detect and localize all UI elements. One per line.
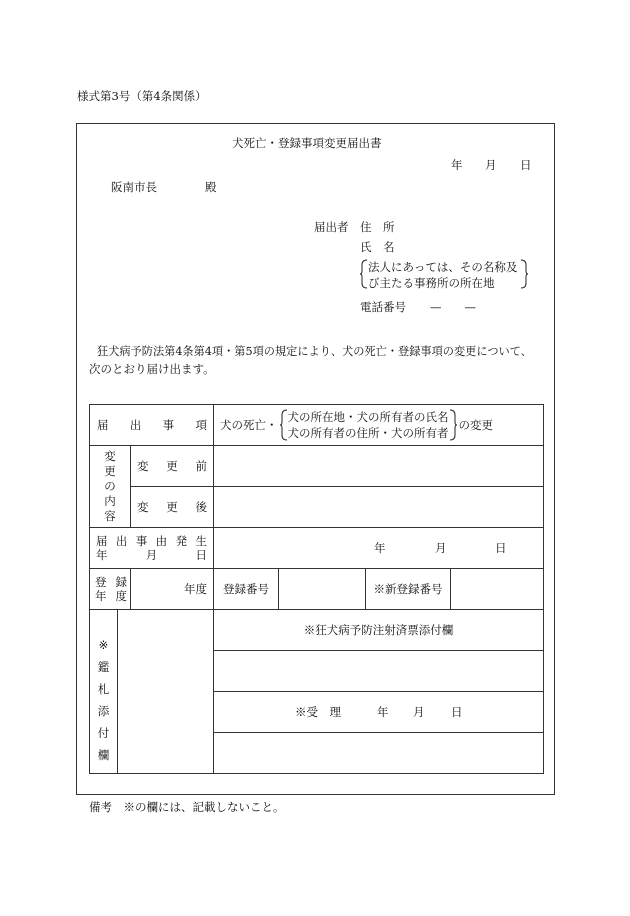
item-open-bracket bbox=[280, 409, 288, 441]
receipt-label: ※受 理 bbox=[295, 705, 341, 719]
change-content-label-cell bbox=[90, 446, 131, 528]
registration-year-label-line2: 年 度 bbox=[95, 589, 127, 603]
tag-attach-label: ※ 鑑 札 添 付 欄 bbox=[97, 638, 110, 762]
tag-attach-area[interactable] bbox=[118, 610, 214, 774]
registration-number-label: 登録番号 bbox=[223, 582, 269, 596]
occurrence-month: 月 bbox=[435, 541, 447, 555]
before-label: 変 更 前 bbox=[137, 459, 207, 473]
receipt-cell bbox=[214, 692, 544, 733]
item-option1: 犬の所在地・犬の所有者の氏名 bbox=[287, 410, 449, 424]
header-month: 月 bbox=[485, 158, 497, 172]
after-value-field[interactable] bbox=[214, 487, 544, 528]
occurrence-date-field[interactable] bbox=[214, 528, 544, 569]
after-label-cell bbox=[131, 487, 214, 528]
table-row bbox=[90, 487, 544, 528]
corp-note-open-bracket bbox=[360, 259, 368, 289]
occurrence-label-line2: 年 月 日 bbox=[96, 548, 207, 562]
applicant-label: 届出者 bbox=[314, 220, 349, 234]
receipt-stamp-area[interactable] bbox=[214, 733, 544, 774]
address-label: 住 所 bbox=[360, 220, 395, 234]
tag-attach-label-cell bbox=[90, 610, 118, 774]
remarks: 備考 ※の欄には、記載しないこと。 bbox=[89, 800, 285, 814]
new-registration-number-label: ※新登録番号 bbox=[373, 582, 443, 596]
receipt-year: 年 bbox=[377, 705, 389, 719]
body-text-line1: 狂犬病予防法第4条第4項・第5項の規定により、犬の死亡・登録事項の変更について、 bbox=[97, 345, 532, 358]
form-title: 犬死亡・登録事項変更届出書 bbox=[232, 136, 382, 150]
new-registration-number-label-cell bbox=[366, 569, 451, 610]
vaccination-tag-area[interactable] bbox=[214, 651, 544, 692]
after-label: 変 更 後 bbox=[137, 500, 207, 514]
change-content-label: 変 更 の 内 容 bbox=[104, 449, 116, 523]
occurrence-year: 年 bbox=[374, 541, 386, 555]
item-label-cell bbox=[90, 405, 214, 446]
registration-year-label-line1: 登 録 bbox=[95, 575, 127, 589]
fiscal-year-suffix: 年度 bbox=[184, 582, 207, 596]
before-value-field[interactable] bbox=[214, 446, 544, 487]
item-suffix: の変更 bbox=[458, 418, 493, 432]
form-number: 様式第3号（第4条関係） bbox=[77, 89, 207, 103]
addressee-name: 阪南市長 bbox=[111, 180, 157, 194]
header-day: 日 bbox=[520, 158, 532, 172]
occurrence-label-line1: 届 出 事 由 発 生 bbox=[96, 534, 207, 548]
name-label: 氏 名 bbox=[360, 240, 395, 254]
new-registration-number-field[interactable] bbox=[451, 569, 544, 610]
table-row bbox=[90, 569, 544, 610]
table-row bbox=[90, 446, 544, 487]
item-option2: 犬の所有者の住所・犬の所有者 bbox=[287, 426, 449, 440]
notification-table bbox=[89, 404, 544, 774]
addressee-honorific: 殿 bbox=[205, 180, 217, 194]
registration-number-field[interactable] bbox=[279, 569, 366, 610]
item-close-bracket bbox=[449, 409, 457, 441]
receipt-day: 日 bbox=[451, 705, 463, 719]
table-row bbox=[90, 610, 544, 651]
phone-label: 電話番号 bbox=[360, 300, 406, 314]
corp-note-line2: び主たる事務所の所在地 bbox=[368, 276, 495, 290]
table-row bbox=[90, 528, 544, 569]
item-options-cell bbox=[214, 405, 544, 446]
item-prefix: 犬の死亡・ bbox=[220, 418, 278, 432]
receipt-month: 月 bbox=[413, 705, 425, 719]
phone-dashes: — — bbox=[430, 300, 476, 314]
item-label: 届 出 事 項 bbox=[97, 418, 207, 432]
fiscal-year-field[interactable] bbox=[131, 569, 214, 610]
corp-note-close-bracket bbox=[520, 259, 528, 289]
vaccination-label: ※狂犬病予防注射済票添付欄 bbox=[303, 623, 454, 637]
occurrence-label-cell bbox=[90, 528, 214, 569]
registration-year-label-cell bbox=[90, 569, 131, 610]
body-text-line2: 次のとおり届け出ます。 bbox=[89, 362, 215, 376]
table-row bbox=[90, 405, 544, 446]
before-label-cell bbox=[131, 446, 214, 487]
occurrence-day: 日 bbox=[495, 541, 507, 555]
registration-number-label-cell bbox=[214, 569, 279, 610]
corp-note-line1: 法人にあっては、その名称及 bbox=[368, 260, 518, 274]
header-year: 年 bbox=[451, 158, 463, 172]
vaccination-label-cell bbox=[214, 610, 544, 651]
